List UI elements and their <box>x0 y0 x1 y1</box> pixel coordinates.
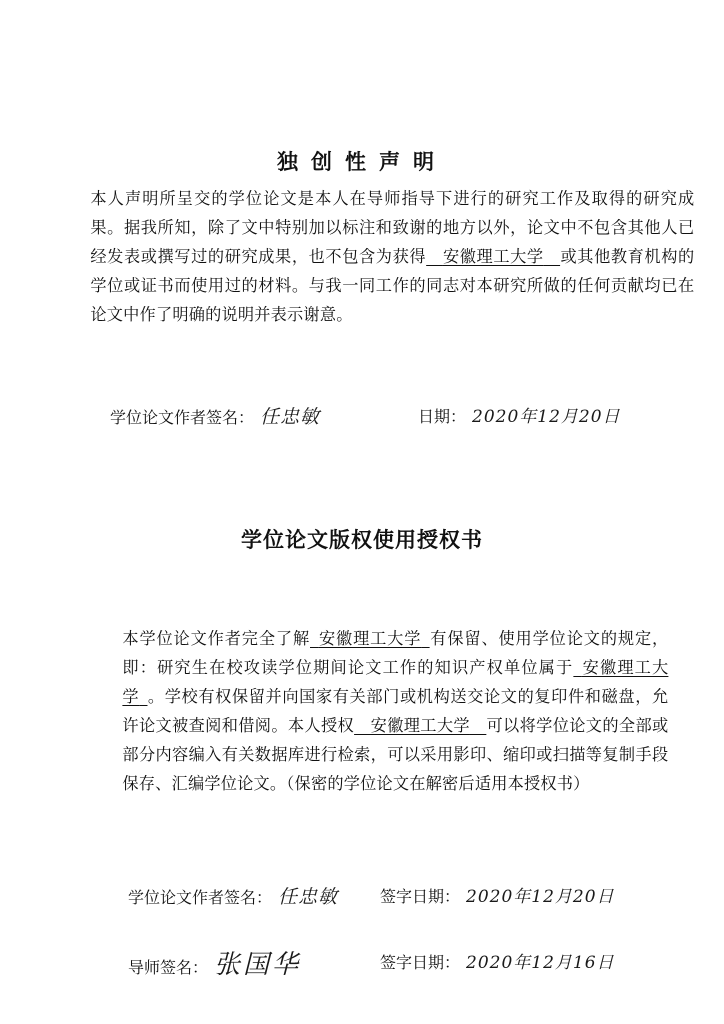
sign-date-value: 2020年12月16日 <box>466 953 615 973</box>
auth-text-b: 有保留、使用学位论文的规定，即：研究生在校攻读学位期间论文工作的知识产权单位属于 <box>122 629 669 677</box>
sign-date-row-1 <box>380 882 615 907</box>
university-name-underlined: 安徽理工大学 <box>318 629 422 648</box>
date-label: 日期： <box>418 407 467 426</box>
declaration-signature-row <box>110 402 320 429</box>
sign-date-label: 签字日期： <box>380 887 461 906</box>
signature-label: 学位论文作者签名： <box>110 408 255 427</box>
authorization-title: 学位论文版权使用授权书 <box>241 528 483 552</box>
author-signature-row <box>128 882 338 909</box>
auth-text-c: 。学校有权保留并向国家有关部门或机构送交论文的复印件和磁盘，允许论文被查阅和借阅。本人授权 <box>122 687 669 735</box>
author-signature: 任忠敏 <box>278 886 339 908</box>
date-value: 2020年12月20日 <box>472 407 621 427</box>
author-sig-label: 学位论文作者签名： <box>128 888 273 907</box>
declaration-text-rest: 或其他教育机构的学位或证书而使用过的材料。与我一同工作的同志对本研究所做的任何贡献均已在论文中作了明确的说明并表示谢意。 <box>90 247 695 324</box>
supervisor-signature: 张国华 <box>214 950 302 980</box>
university-name-underlined: 安徽理工大学 <box>442 247 544 266</box>
declaration-text: 本人声明所呈交的学位论文是本人在导师指导下进行的研究工作及取得的研究成果。据我所知，除了文中特别加以标注和致谢的地方以外，论文中不包含其他人已经发表或撰写过的研究成果，也不包含为获得 <box>90 189 695 266</box>
supervisor-label: 导师签名： <box>128 958 209 977</box>
auth-text-a: 本学位论文作者完全了解 <box>122 629 310 648</box>
auth-text-d: 可以将学位论文的全部或部分内容编入有关数据库进行检索，可以采用影印、缩印或扫描等复制手段保存、汇编学位论文。（保密的学位论文在解密后适用本授权书） <box>122 716 669 793</box>
declaration-paragraph <box>58 184 694 329</box>
declaration-date-row <box>418 402 621 427</box>
authorization-paragraph <box>90 624 668 798</box>
declaration-title: 独创性声明 <box>277 150 447 174</box>
author-signature: 任忠敏 <box>260 406 321 428</box>
supervisor-signature-row <box>128 944 301 981</box>
sign-date-value: 2020年12月20日 <box>466 887 615 907</box>
sign-date-row-2 <box>380 948 615 973</box>
university-name-underlined: 安徽理工大学 <box>370 716 470 735</box>
university-name-underlined: 安徽理工大学 <box>122 658 669 706</box>
sign-date-label: 签字日期： <box>380 953 461 972</box>
